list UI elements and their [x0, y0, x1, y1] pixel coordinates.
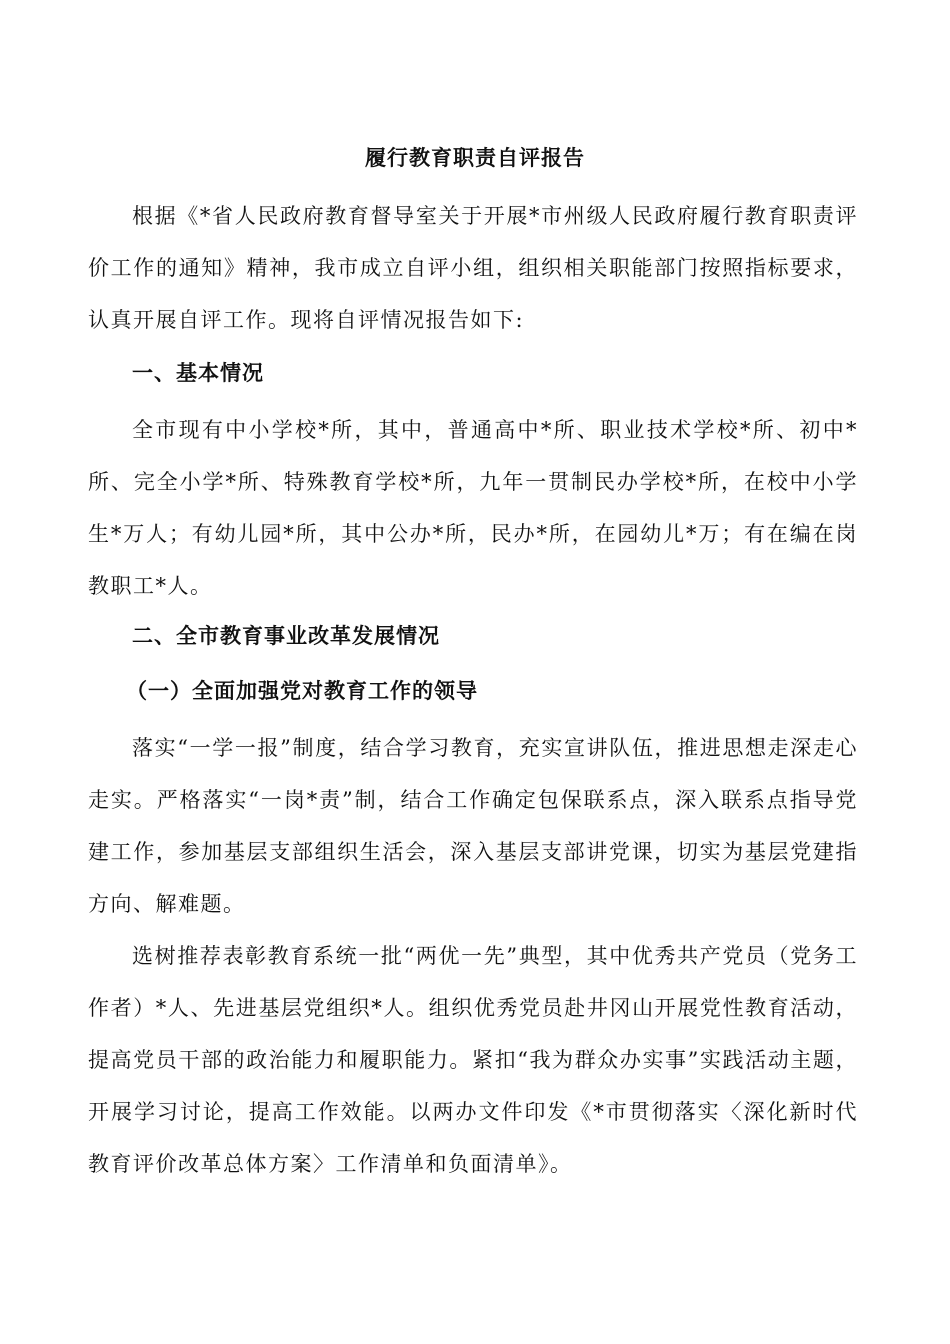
document-title: 履行教育职责自评报告	[365, 145, 585, 170]
intro-paragraph: 根据《*省人民政府教育督导室关于开展*市州级人民政府履行教育职责评价工作的通知》精神，我市成立自评小组，组织相关职能部门按照指标要求，认真开展自评工作。现将自评情况报告如下:	[88, 204, 858, 332]
section2-sub1-para2: 选树推荐表彰教育系统一批“两优一先”典型，其中优秀共产党员（党务工作者）*人、先进基层党组织*人。组织优秀党员赴井冈山开展党性教育活动，提高党员干部的政治能力和履职能力。紧扣“我为群众办实事”实践活动主题，开展学习讨论，提高工作效能。以两办文件印发《*市贯彻落实〈深化新时代教育评价改革总体方案〉工作清单和负面清单》。	[88, 944, 858, 1176]
section1-body: 全市现有中小学校*所，其中，普通高中*所、职业技术学校*所、初中*所、完全小学*所、特殊教育学校*所，九年一贯制民办学校*所，在校中小学生*万人；有幼儿园*所，其中公办*所，民办*所，在园幼儿*万；有在编在岗教职工*人。	[88, 418, 858, 598]
section2-heading: 二、全市教育事业改革发展情况	[132, 623, 440, 648]
section2-sub1-heading: （一）全面加强党对教育工作的领导	[126, 678, 478, 703]
section1-heading: 一、基本情况	[132, 360, 264, 385]
section2-sub1-para1: 落实“一学一报”制度，结合学习教育，充实宣讲队伍，推进思想走深走心走实。严格落实“一岗*责”制，结合工作确定包保联系点，深入联系点指导党建工作，参加基层支部组织生活会，深入基层支部讲党课，切实为基层党建指方向、解难题。	[88, 736, 858, 916]
